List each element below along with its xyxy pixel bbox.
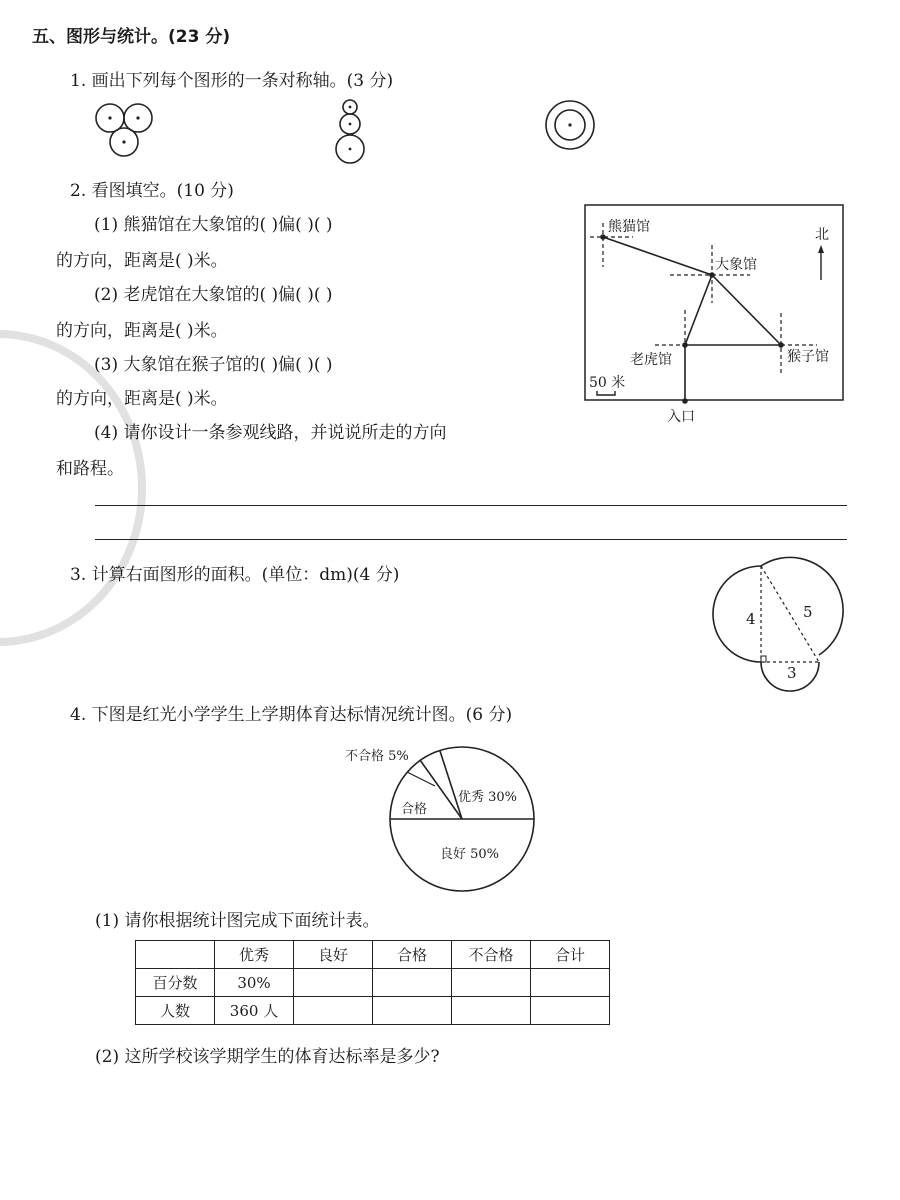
- table-row: [136, 997, 610, 1025]
- table-cell-blank[interactable]: [294, 997, 373, 1025]
- q2-item-2-line2: 的方向，距离是( )米。: [56, 321, 228, 341]
- map-label-entrance: 入口: [667, 409, 695, 425]
- table-cell-blank[interactable]: [452, 997, 531, 1025]
- q1-figure-concentric-circles[interactable]: [540, 98, 600, 154]
- table-cell: 360 人: [215, 997, 294, 1025]
- table-header-cell: 优秀: [215, 941, 294, 969]
- table-cell-blank[interactable]: [294, 969, 373, 997]
- table-header-cell: 不合格: [452, 941, 531, 969]
- q1-prompt: 1. 画出下列每个图形的一条对称轴。(3 分): [70, 71, 394, 91]
- stats-table: [135, 940, 610, 1025]
- answer-line-2[interactable]: [95, 539, 847, 540]
- table-header-cell: 良好: [294, 941, 373, 969]
- q2-prompt: 2. 看图填空。(10 分): [70, 181, 234, 201]
- table-row-label: 人数: [136, 997, 215, 1025]
- q2-item-4-line2: 和路程。: [56, 459, 124, 479]
- section-title: 五、图形与统计。(23 分): [32, 27, 231, 47]
- table-cell-blank[interactable]: [531, 997, 610, 1025]
- zoo-map: [585, 205, 845, 435]
- q2-item-2-line1: (2) 老虎馆在大象馆的( )偏( )( ): [94, 285, 333, 305]
- q4-sub2: (2) 这所学校该学期学生的体育达标率是多少?: [95, 1047, 440, 1067]
- pie-label-excellent: 优秀 30%: [458, 790, 518, 805]
- q4-prompt: 4. 下图是红光小学学生上学期体育达标情况统计图。(6 分): [70, 705, 513, 725]
- map-scale-label: 50 米: [589, 375, 626, 391]
- table-cell-blank[interactable]: [531, 969, 610, 997]
- table-row: [136, 969, 610, 997]
- map-label-panda: 熊猫馆: [608, 219, 650, 235]
- q1-figure-three-circles[interactable]: [90, 100, 170, 160]
- q3-label-3: 3: [787, 664, 797, 682]
- map-label-tiger: 老虎馆: [630, 352, 672, 368]
- table-header-cell: 合计: [531, 941, 610, 969]
- table-header-cell: [136, 941, 215, 969]
- q4-sub1: (1) 请你根据统计图完成下面统计表。: [95, 911, 380, 931]
- q1-figure-stacked-circles[interactable]: [330, 98, 370, 168]
- q3-label-4: 4: [746, 610, 756, 628]
- table-header-row: [136, 941, 610, 969]
- table-cell-blank[interactable]: [373, 969, 452, 997]
- q3-figure: [710, 555, 860, 695]
- table-row-label: 百分数: [136, 969, 215, 997]
- answer-line-1[interactable]: [95, 505, 847, 506]
- map-label-monkey: 猴子馆: [787, 349, 829, 365]
- watermark-stamp: [0, 330, 146, 646]
- pie-label-pass: 合格: [401, 802, 428, 817]
- pie-chart: [390, 748, 550, 898]
- table-header-cell: 合格: [373, 941, 452, 969]
- map-north-label: 北: [815, 227, 829, 243]
- q2-item-1-line2: 的方向，距离是( )米。: [56, 251, 228, 271]
- q2-item-1-line1: (1) 熊猫馆在大象馆的( )偏( )( ): [94, 215, 333, 235]
- pie-label-fail: 不合格 5%: [345, 749, 409, 764]
- q2-item-3-line2: 的方向，距离是( )米。: [56, 389, 228, 409]
- pie-label-good: 良好 50%: [440, 847, 500, 862]
- q2-item-4-line1: (4) 请你设计一条参观线路，并说说所走的方向: [94, 423, 447, 443]
- map-label-elephant: 大象馆: [715, 257, 757, 273]
- table-cell: 30%: [215, 969, 294, 997]
- q2-item-3-line1: (3) 大象馆在猴子馆的( )偏( )( ): [94, 355, 333, 375]
- q3-prompt: 3. 计算右面图形的面积。(单位：dm)(4 分): [70, 565, 400, 585]
- table-cell-blank[interactable]: [452, 969, 531, 997]
- table-cell-blank[interactable]: [373, 997, 452, 1025]
- q3-label-5: 5: [803, 603, 813, 621]
